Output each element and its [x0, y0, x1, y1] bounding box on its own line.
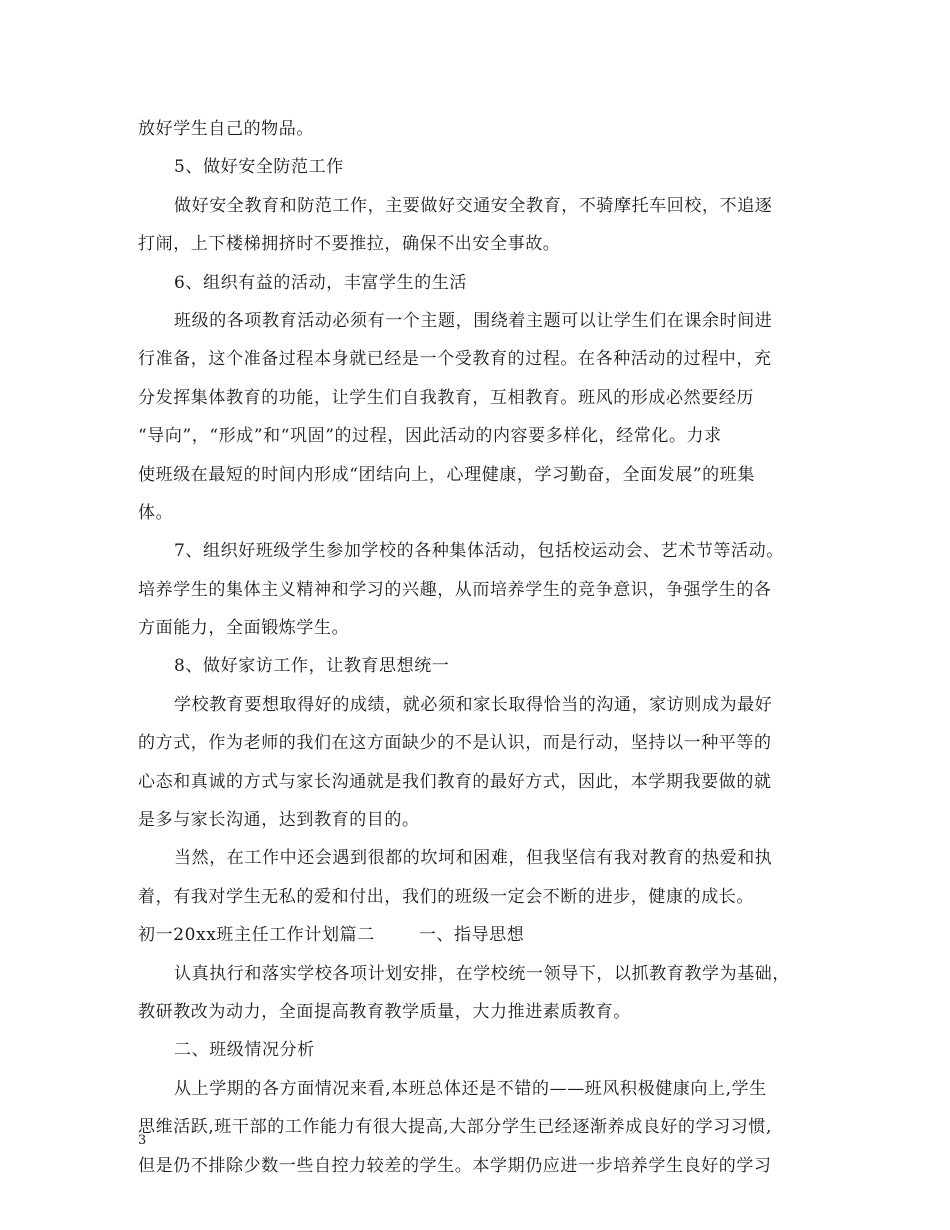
text-line: 方面能力，全面锻炼学生。: [138, 618, 350, 639]
text-line: 放好学生自己的物品。: [138, 119, 314, 139]
section-heading-line: [138, 916, 818, 954]
text-line: 二、班级情况分析: [174, 1040, 315, 1061]
text-line: 认真执行和落实学校各项计划安排，在学校统一领导下，以抓教育教学为基础，: [174, 963, 790, 984]
text-line: 从上学期的各方面情况来看,本班总体还是不错的——班风积极健康向上,学生: [174, 1078, 767, 1099]
text-line: 教研教改为动力，全面提高教育教学质量，大力推进素质教育。: [138, 1001, 631, 1022]
page-number: 3: [138, 1133, 147, 1148]
text-line: 但是仍不排除少数一些自控力较差的学生。本学期仍应进一步培养学生良好的学习: [138, 1155, 772, 1176]
text-line: 心态和真诚的方式与家长沟通就是我们教育的最好方式，因此，本学期我要做的就: [138, 771, 772, 792]
text-line: 思维活跃,班干部的工作能力有很大提高,大部分学生已经逐渐养成良好的学习习惯,: [138, 1117, 773, 1138]
text-line: 体。: [138, 502, 174, 523]
text-line: 6、组织有益的活动，丰富学生的生活: [174, 272, 468, 293]
text-line: 班级的各项教育活动必须有一个主题，围绕着主题可以让学生们在课余时间进: [174, 310, 773, 331]
section-title: 初一20xx班主任工作计划篇二: [138, 925, 375, 946]
text-line: “导向”，“形成”和“巩固”的过程，因此活动的内容要多样化，经常化。力求: [138, 426, 722, 447]
text-line: 的方式，作为老师的我们在这方面缺少的不是认识，而是行动，坚持以一种平等的: [138, 733, 772, 754]
text-line: 学校教育要想取得好的成绩，就必须和家长取得恰当的沟通，家访则成为最好: [174, 694, 773, 715]
text-line: 行准备，这个准备过程本身就已经是一个受教育的过程。在各种活动的过程中，充: [138, 349, 772, 370]
text-line: 分发挥集体教育的功能，让学生们自我教育，互相教育。班风的形成必然要经历: [138, 387, 754, 408]
text-line: 培养学生的集体主义精神和学习的兴趣，从而培养学生的竞争意识，争强学生的各: [138, 579, 772, 600]
text-line: 5、做好安全防范工作: [174, 157, 344, 178]
text-line: 7、组织好班级学生参加学校的各种集体活动，包括校运动会、艺术节等活动。: [174, 541, 784, 562]
text-line: 是多与家长沟通，达到教育的目的。: [138, 810, 420, 831]
text-line: 打闹，上下楼梯拥挤时不要推拉，确保不出安全事故。: [138, 234, 561, 255]
text-line: 着，有我对学生无私的爱和付出，我们的班级一定会不断的进步，健康的成长。: [138, 886, 754, 907]
text-line: 8、做好家访工作，让教育思想统一: [174, 656, 450, 677]
text-block-before-heading: [138, 110, 818, 916]
subsection-title: 一、指导思想: [418, 925, 525, 946]
text-line: 做好安全教育和防范工作，主要做好交通安全教育，不骑摩托车回校，不追逐: [174, 195, 773, 216]
text-block-after-heading: [138, 955, 818, 1185]
text-line: 当然，在工作中还会遇到很都的坎坷和困难，但我坚信有我对教育的热爱和执: [174, 848, 773, 869]
text-line: 使班级在最短的时间内形成“团结向上，心理健康，学习勤奋，全面发展”的班集: [138, 464, 755, 485]
document-body: [138, 110, 818, 1185]
